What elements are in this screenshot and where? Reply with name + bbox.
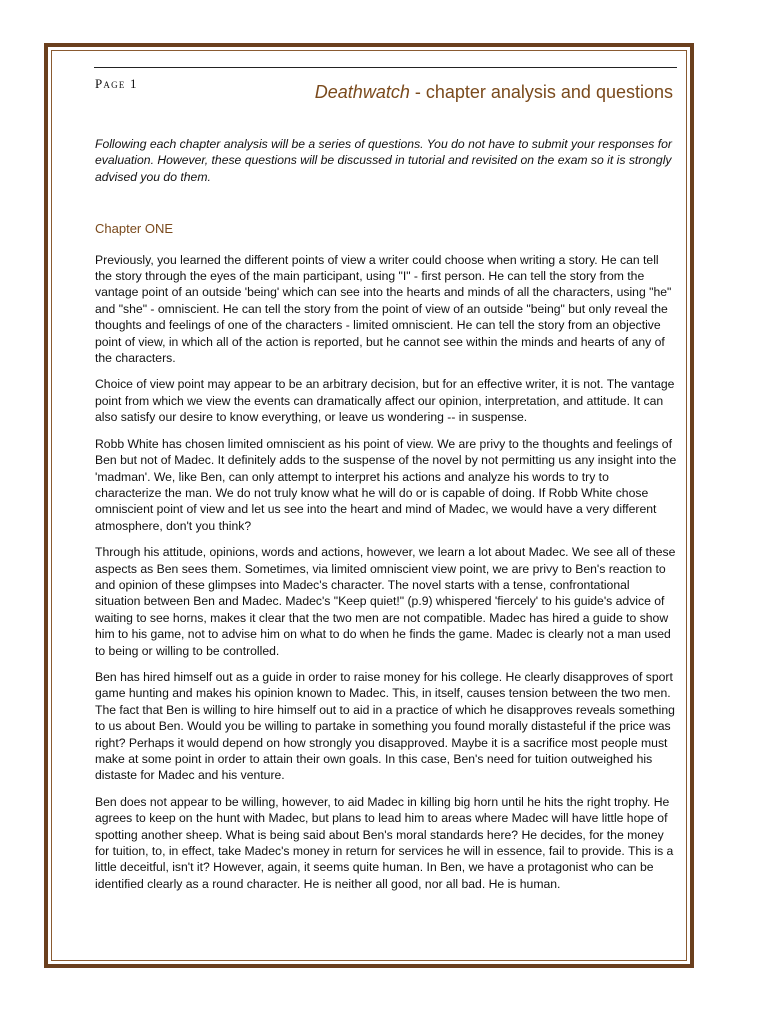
title-subtitle: - chapter analysis and questions	[409, 82, 673, 102]
header-rule	[94, 67, 677, 68]
page-number-label: Page 1	[95, 76, 138, 91]
document-title	[315, 82, 673, 103]
title-book-name: Deathwatch	[314, 82, 410, 102]
body-paragraph-5: Ben has hired himself out as a guide in order to raise money for his college. He clearly disapproves of sport game hunting and makes his opinion known to Madec. This, in itself, causes tension between the two men. The fact that Ben is willing to hire himself out to aid in a practice of which he disapproves reveals something to us about Ben. Would you be willing to partake in something you found morally distasteful if the price was right? Perhaps it would depend on how strongly you disapproved. Maybe it is a sacrifice most people must make at some point in order to attain their own goals. In this case, Ben's need for tuition outweighed his distaste for Madec and his venture.	[95, 669, 675, 783]
intro-paragraph: Following each chapter analysis will be a series of questions. You do not have to submit your responses for evaluation. However, these questions will be discussed in tutorial and revisited on the exam so it is strongly advised you do them.	[95, 137, 672, 184]
body-paragraph-3: Robb White has chosen limited omniscient as his point of view. We are privy to the thoughts and feelings of Ben but not of Madec. It definitely adds to the suspense of the novel by not permitting us any insight into the 'madman'. We, like Ben, can only attempt to interpret his actions and analyze his words to try to characterize the man. We do not truly know what he will do or is capable of doing. If Robb White chose omniscient point of view and let us see into the heart and mind of Madec, we would have a very different atmosphere, don't you think?	[95, 436, 677, 533]
chapter-heading: Chapter ONE	[95, 221, 174, 237]
body-paragraph-4: Through his attitude, opinions, words and actions, however, we learn a lot about Madec. We see all of these aspects as Ben sees them. Sometimes, via limited omniscient view point, we are privy to Ben's reaction to and opinion of these glimpses into Madec's character. The novel starts with a tense, confrontational situation between Ben and Madec. Madec's "Keep quiet!" (p.9) whispered 'fiercely' to his guide's advice of waiting to see horns, makes it clear that the two men are not compatible. Madec has hired a guide to show him to his game, not to advise him on what to do when he finds the game. Madec is clearly not a man used to being or willing to be controlled.	[95, 545, 676, 658]
body-paragraph-1: Previously, you learned the different points of view a writer could choose when writing a story. He can tell the story through the eyes of the main participant, using "I" - first person. He can tell the story from the vantage point of an outside 'being' which can see into the hearts and minds of all the characters, using "he" and "she" - omniscient. He can tell the story from the point of view of an outside "being" but only reveal the thoughts and feelings of one of the characters - limited omniscient. He can tell the story from an objective point of view, in which all of the action is reported, but he cannot see within the minds and hearts of any of the characters.	[95, 252, 672, 366]
body-paragraph-6: Ben does not appear to be willing, however, to aid Madec in killing big horn until he hits the right trophy. He agrees to keep on the hunt with Madec, but plans to lead him to areas where Madec will have little hope of spotting another sheep. What is being said about Ben's moral standards here? He decides, for the money for tuition, to, in effect, take Madec's money in return for services he will in essence, fail to provide. This is a little deceitful, isn't it? However, again, it seems quite human. In Ben, we have a protagonist who can be identified clearly as a round character. He is neither all good, nor all bad. He is human.	[95, 794, 674, 891]
document-body	[95, 136, 678, 902]
body-paragraph-2: Choice of view point may appear to be an arbitrary decision, but for an effective writer, it is not. The vantage point from which we view the events can dramatically affect our opinion, interpretation, and attitude. It can also satisfy our desire to know everything, or leave us wondering -- in suspense.	[95, 377, 675, 425]
